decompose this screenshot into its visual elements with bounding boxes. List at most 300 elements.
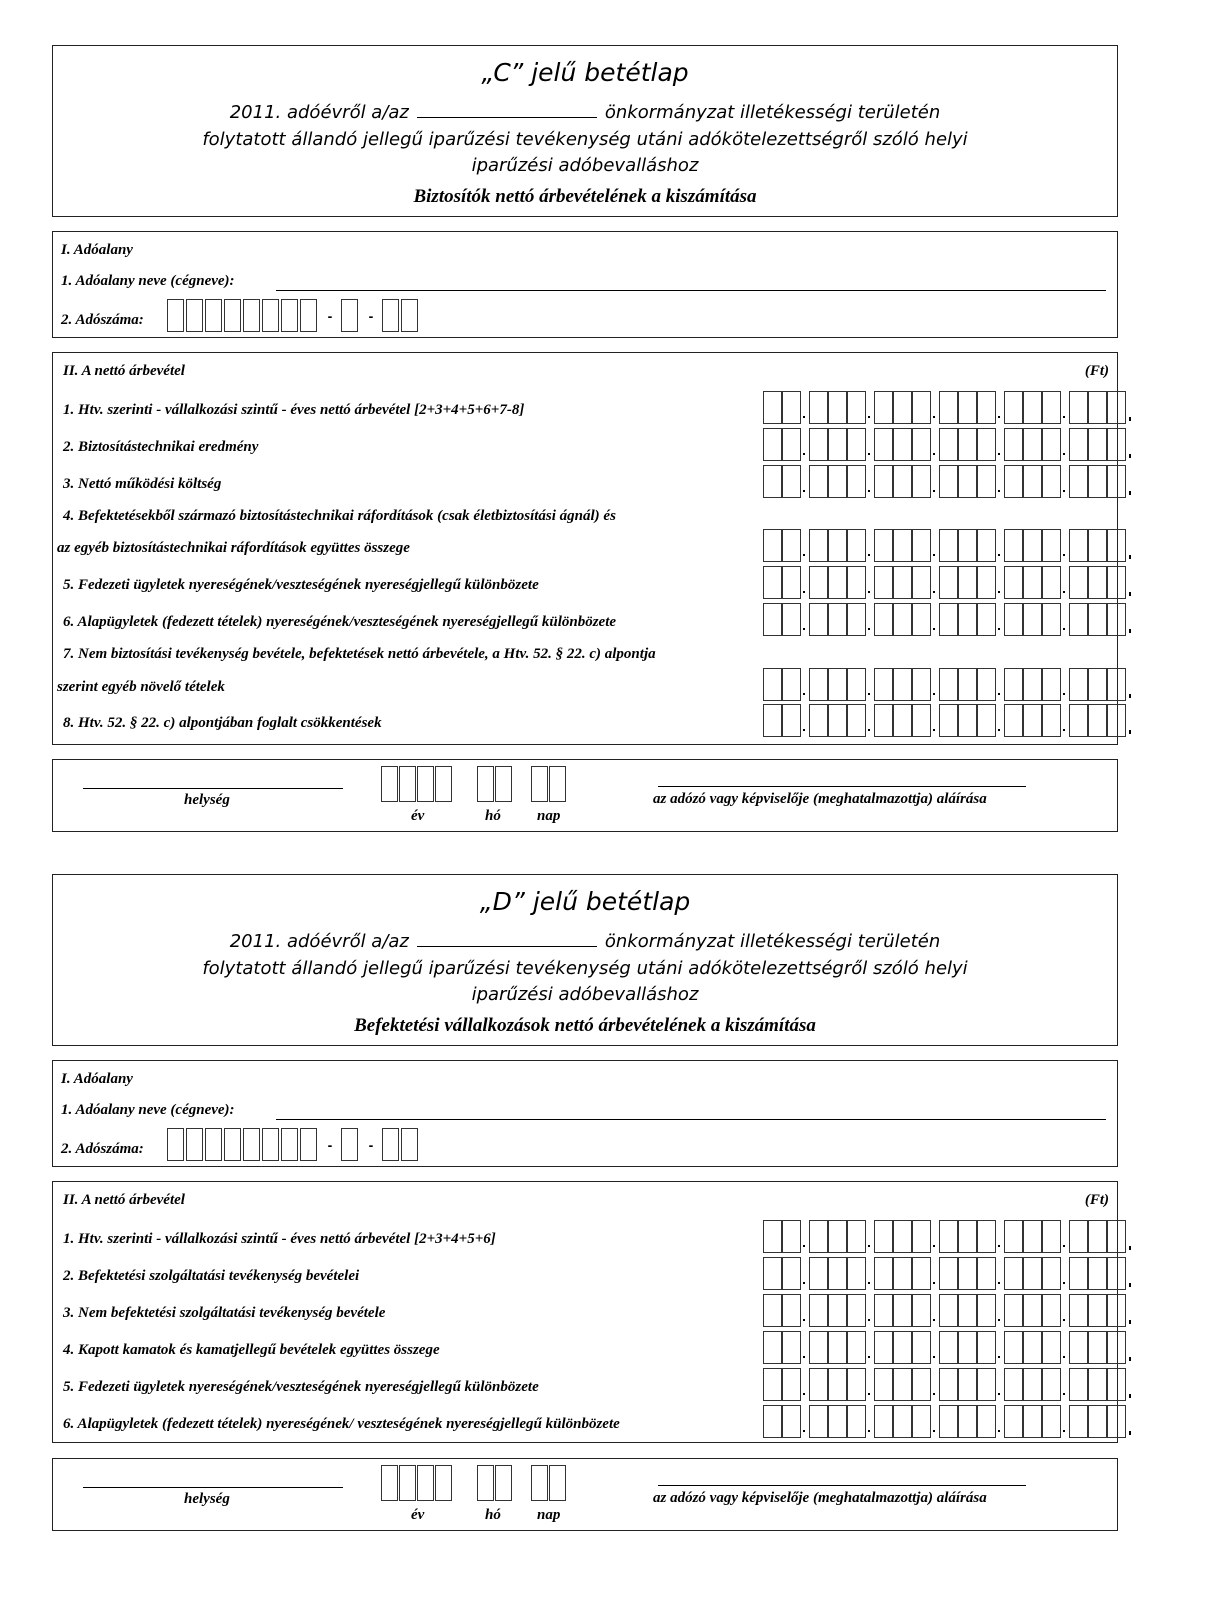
digit-cell[interactable] <box>977 668 996 701</box>
digit-cell[interactable] <box>847 465 866 498</box>
digit-cell[interactable] <box>893 1331 912 1364</box>
digit-cell[interactable] <box>874 1405 893 1438</box>
digit-cell[interactable] <box>1004 1331 1023 1364</box>
digit-cell[interactable] <box>958 566 977 599</box>
digit-cell[interactable] <box>1088 603 1107 636</box>
digit-cell[interactable] <box>939 1257 958 1290</box>
digit-cell[interactable] <box>1023 1405 1042 1438</box>
tax-number-field[interactable]: - - <box>167 299 420 332</box>
digit-cell[interactable] <box>874 428 893 461</box>
digit-cell[interactable] <box>958 603 977 636</box>
digit-cell[interactable] <box>977 1220 996 1253</box>
digit-cell[interactable] <box>1088 704 1107 737</box>
digit-cell[interactable] <box>1107 668 1126 701</box>
digit-cell[interactable] <box>1042 428 1061 461</box>
thousands-separator <box>801 1331 809 1364</box>
decimal-comma <box>1126 1220 1134 1253</box>
digit-cell[interactable] <box>1107 1257 1126 1290</box>
digit-cell[interactable] <box>1107 391 1126 424</box>
digit-cell[interactable] <box>809 1405 828 1438</box>
thousands-separator <box>866 1405 874 1438</box>
digit-cell[interactable] <box>1004 529 1023 562</box>
place-line[interactable] <box>83 788 343 789</box>
digit-cell[interactable] <box>874 1220 893 1253</box>
digit-cell[interactable] <box>1069 465 1088 498</box>
digit-cell[interactable] <box>1107 603 1126 636</box>
digit-cell[interactable] <box>1004 1220 1023 1253</box>
thousands-separator <box>996 1257 1004 1290</box>
digit-cell[interactable] <box>939 704 958 737</box>
digit-cell[interactable] <box>1004 391 1023 424</box>
digit-cell[interactable] <box>893 566 912 599</box>
month-field[interactable] <box>477 766 513 802</box>
year-field[interactable] <box>381 1465 453 1501</box>
thousands-separator <box>866 465 874 498</box>
digit-cell[interactable] <box>893 391 912 424</box>
digit-cell[interactable] <box>1023 1257 1042 1290</box>
digit-cell[interactable] <box>828 603 847 636</box>
digit-cell[interactable] <box>1069 428 1088 461</box>
digit-cell[interactable] <box>763 465 782 498</box>
digit-cell[interactable] <box>1107 428 1126 461</box>
digit-cell[interactable] <box>1042 1405 1061 1438</box>
digit-cell[interactable] <box>828 1368 847 1401</box>
digit-cell[interactable] <box>847 391 866 424</box>
digit-cell[interactable] <box>1107 1294 1126 1327</box>
digit-cell[interactable] <box>1107 704 1126 737</box>
digit-cell[interactable] <box>1042 1220 1061 1253</box>
digit-cell[interactable] <box>1023 603 1042 636</box>
digit-cell[interactable] <box>939 428 958 461</box>
place-line[interactable] <box>83 1487 343 1488</box>
amount-field[interactable] <box>763 566 1134 599</box>
digit-cell[interactable] <box>828 704 847 737</box>
digit-cell[interactable] <box>809 529 828 562</box>
digit-cell[interactable] <box>828 566 847 599</box>
digit-cell[interactable] <box>1023 1368 1042 1401</box>
thousands-separator <box>801 603 809 636</box>
digit-cell[interactable] <box>958 465 977 498</box>
day-label: nap <box>537 808 561 824</box>
digit-cell[interactable] <box>958 1257 977 1290</box>
digit-cell[interactable] <box>874 603 893 636</box>
digit-cell[interactable] <box>809 704 828 737</box>
digit-cell[interactable] <box>958 1368 977 1401</box>
digit-cell[interactable] <box>1069 1294 1088 1327</box>
digit-cell[interactable] <box>912 1220 931 1253</box>
digit-cell[interactable] <box>1042 566 1061 599</box>
digit-cell[interactable] <box>1042 603 1061 636</box>
digit-cell[interactable] <box>958 668 977 701</box>
decimal-comma <box>1126 603 1134 636</box>
digit-cell[interactable] <box>1023 668 1042 701</box>
digit-cell[interactable] <box>828 1220 847 1253</box>
digit-cell[interactable] <box>847 704 866 737</box>
digit-cell[interactable] <box>1069 1257 1088 1290</box>
digit-cell[interactable] <box>763 1405 782 1438</box>
digit-cell[interactable] <box>763 704 782 737</box>
digit-cell[interactable] <box>893 529 912 562</box>
digit-cell[interactable] <box>958 1331 977 1364</box>
signature-line[interactable] <box>658 786 1026 787</box>
name-field[interactable] <box>276 1119 1106 1120</box>
digit-cell[interactable] <box>912 668 931 701</box>
digit-cell[interactable] <box>828 1331 847 1364</box>
digit-cell[interactable] <box>939 465 958 498</box>
digit-cell[interactable] <box>763 1368 782 1401</box>
digit-cell[interactable] <box>1107 465 1126 498</box>
digit-cell[interactable] <box>828 668 847 701</box>
digit-cell[interactable] <box>958 1405 977 1438</box>
digit-cell[interactable] <box>1042 1368 1061 1401</box>
digit-cell[interactable] <box>1004 1405 1023 1438</box>
digit-cell[interactable] <box>874 1368 893 1401</box>
day-field[interactable] <box>531 766 567 802</box>
digit-cell[interactable] <box>1042 465 1061 498</box>
digit-cell[interactable] <box>912 529 931 562</box>
digit-cell[interactable] <box>1069 1405 1088 1438</box>
signature-line[interactable] <box>658 1485 1026 1486</box>
digit-cell[interactable] <box>1023 428 1042 461</box>
digit-cell[interactable] <box>809 668 828 701</box>
thousands-separator <box>866 704 874 737</box>
digit-cell[interactable] <box>977 704 996 737</box>
digit-cell[interactable] <box>1004 465 1023 498</box>
digit-cell[interactable] <box>782 668 801 701</box>
day-field[interactable] <box>531 1465 567 1501</box>
thousands-separator <box>1061 391 1069 424</box>
digit-cell[interactable] <box>1023 465 1042 498</box>
digit-cell[interactable] <box>874 391 893 424</box>
digit-cell[interactable] <box>912 566 931 599</box>
digit-cell[interactable] <box>809 465 828 498</box>
digit-cell[interactable] <box>1042 668 1061 701</box>
digit-cell[interactable] <box>1088 1368 1107 1401</box>
digit-cell[interactable] <box>782 566 801 599</box>
digit-cell[interactable] <box>847 529 866 562</box>
digit-cell[interactable] <box>912 1368 931 1401</box>
amount-field[interactable] <box>763 529 1134 562</box>
digit-cell[interactable] <box>1107 1405 1126 1438</box>
amount-field[interactable] <box>763 603 1134 636</box>
digit-cell[interactable] <box>958 428 977 461</box>
digit-cell[interactable] <box>809 1331 828 1364</box>
digit-cell[interactable] <box>1023 529 1042 562</box>
digit-cell[interactable] <box>912 1405 931 1438</box>
digit-cell[interactable] <box>809 1220 828 1253</box>
digit-cell[interactable] <box>1088 566 1107 599</box>
digit-cell[interactable] <box>874 1257 893 1290</box>
digit-cell[interactable] <box>1088 668 1107 701</box>
intro-line-2: folytatott állandó jellegű iparűzési tevékenység utáni adókötelezettségről szóló helyi <box>202 958 968 979</box>
amount-field[interactable] <box>763 391 1134 424</box>
digit-cell[interactable] <box>828 391 847 424</box>
amount-field[interactable] <box>763 1331 1134 1364</box>
digit-cell[interactable] <box>763 566 782 599</box>
digit-cell[interactable] <box>958 391 977 424</box>
month-field[interactable] <box>477 1465 513 1501</box>
tax-number-field[interactable]: - - <box>167 1128 420 1161</box>
thousands-separator <box>931 668 939 701</box>
digit-cell[interactable] <box>782 704 801 737</box>
digit-cell[interactable] <box>782 1257 801 1290</box>
decimal-comma <box>1126 1405 1134 1438</box>
digit-cell[interactable] <box>782 1220 801 1253</box>
digit-cell[interactable] <box>912 1331 931 1364</box>
digit-cell[interactable] <box>977 391 996 424</box>
digit-cell[interactable] <box>1088 1220 1107 1253</box>
digit-cell[interactable] <box>1107 566 1126 599</box>
digit-cell[interactable] <box>1088 1257 1107 1290</box>
digit-cell[interactable] <box>809 428 828 461</box>
digit-cell[interactable] <box>1023 1220 1042 1253</box>
digit-cell[interactable] <box>847 428 866 461</box>
amount-field[interactable] <box>763 1368 1134 1401</box>
digit-cell[interactable] <box>977 428 996 461</box>
digit-cell[interactable] <box>782 1294 801 1327</box>
digit-cell[interactable] <box>1088 465 1107 498</box>
digit-cell[interactable] <box>958 704 977 737</box>
digit-cell[interactable] <box>1088 1405 1107 1438</box>
digit-cell[interactable] <box>1088 391 1107 424</box>
digit-cell[interactable] <box>1069 1220 1088 1253</box>
digit-cell[interactable] <box>977 1405 996 1438</box>
digit-cell[interactable] <box>763 603 782 636</box>
digit-cell[interactable] <box>977 1294 996 1327</box>
digit-cell[interactable] <box>912 603 931 636</box>
digit-cell[interactable] <box>828 1294 847 1327</box>
digit-cell[interactable] <box>939 1294 958 1327</box>
digit-cell[interactable] <box>1069 566 1088 599</box>
amount-field[interactable] <box>763 1405 1134 1438</box>
digit-cell[interactable] <box>977 1331 996 1364</box>
digit-cell[interactable] <box>1042 1294 1061 1327</box>
digit-cell[interactable] <box>893 428 912 461</box>
digit-cell[interactable] <box>782 1368 801 1401</box>
digit-cell[interactable] <box>847 1220 866 1253</box>
thousands-separator <box>996 428 1004 461</box>
thousands-separator <box>801 704 809 737</box>
digit-cell[interactable] <box>847 1294 866 1327</box>
digit-cell[interactable] <box>1042 529 1061 562</box>
digit-cell[interactable] <box>809 1294 828 1327</box>
digit-cell[interactable] <box>763 668 782 701</box>
digit-cell[interactable] <box>763 1257 782 1290</box>
digit-cell[interactable] <box>809 1257 828 1290</box>
digit-cell[interactable] <box>939 1368 958 1401</box>
digit-cell[interactable] <box>1004 1294 1023 1327</box>
digit-cell[interactable] <box>763 1331 782 1364</box>
digit-cell[interactable] <box>763 391 782 424</box>
digit-cell[interactable] <box>782 529 801 562</box>
digit-cell[interactable] <box>782 1331 801 1364</box>
digit-cell[interactable] <box>1069 1368 1088 1401</box>
digit-cell[interactable] <box>1107 529 1126 562</box>
digit-cell[interactable] <box>1004 668 1023 701</box>
year-field[interactable] <box>381 766 453 802</box>
digit-cell[interactable] <box>874 529 893 562</box>
digit-cell[interactable] <box>893 668 912 701</box>
digit-cell[interactable] <box>1088 1331 1107 1364</box>
digit-cell[interactable] <box>939 1405 958 1438</box>
digit-cell[interactable] <box>847 1405 866 1438</box>
digit-cell[interactable] <box>782 603 801 636</box>
digit-cell[interactable] <box>1088 1294 1107 1327</box>
thousands-separator <box>996 704 1004 737</box>
digit-cell[interactable] <box>809 1368 828 1401</box>
digit-cell[interactable] <box>1004 566 1023 599</box>
digit-cell[interactable] <box>1004 704 1023 737</box>
digit-cell[interactable] <box>874 1331 893 1364</box>
digit-cell[interactable] <box>1088 529 1107 562</box>
digit-cell[interactable] <box>1023 391 1042 424</box>
digit-cell[interactable] <box>939 603 958 636</box>
digit-cell[interactable] <box>939 391 958 424</box>
municipality-field[interactable] <box>417 932 597 947</box>
row-label: 1. Htv. szerinti - vállalkozási szintű - éves nettó árbevétel [2+3+4+5+6+7-8] <box>63 402 525 418</box>
name-label: 1. Adóalany neve (cégneve): <box>61 1102 235 1118</box>
digit-cell[interactable] <box>1042 391 1061 424</box>
municipality-field[interactable] <box>417 103 597 118</box>
thousands-separator <box>996 1220 1004 1253</box>
amount-field[interactable] <box>763 1294 1134 1327</box>
digit-cell[interactable] <box>1069 1331 1088 1364</box>
digit-cell[interactable] <box>939 1220 958 1253</box>
digit-cell[interactable] <box>1069 704 1088 737</box>
amount-field[interactable] <box>763 465 1134 498</box>
thousands-separator <box>801 529 809 562</box>
digit-cell[interactable] <box>1107 1220 1126 1253</box>
digit-cell[interactable] <box>1107 1368 1126 1401</box>
digit-cell[interactable] <box>977 465 996 498</box>
digit-cell[interactable] <box>809 566 828 599</box>
digit-cell[interactable] <box>1004 428 1023 461</box>
digit-cell[interactable] <box>912 391 931 424</box>
digit-cell[interactable] <box>874 704 893 737</box>
digit-cell[interactable] <box>958 1294 977 1327</box>
place-label: helység <box>184 1491 230 1507</box>
digit-cell[interactable] <box>828 428 847 461</box>
digit-cell[interactable] <box>809 603 828 636</box>
thousands-separator <box>931 529 939 562</box>
digit-cell[interactable] <box>1042 1257 1061 1290</box>
form-title: „C” jelű betétlap <box>481 58 689 87</box>
digit-cell[interactable] <box>893 1294 912 1327</box>
digit-cell[interactable] <box>912 428 931 461</box>
digit-cell[interactable] <box>847 566 866 599</box>
digit-cell[interactable] <box>1004 1368 1023 1401</box>
digit-cell[interactable] <box>939 1331 958 1364</box>
digit-cell[interactable] <box>874 465 893 498</box>
digit-cell[interactable] <box>977 1368 996 1401</box>
intro-line-1 <box>53 102 1117 123</box>
digit-cell[interactable] <box>828 465 847 498</box>
digit-cell[interactable] <box>809 391 828 424</box>
digit-cell[interactable] <box>1069 603 1088 636</box>
digit-cell[interactable] <box>1069 668 1088 701</box>
thousands-separator <box>931 391 939 424</box>
digit-cell[interactable] <box>1023 566 1042 599</box>
amount-field[interactable] <box>763 1220 1134 1253</box>
digit-cell[interactable] <box>847 668 866 701</box>
digit-cell[interactable] <box>847 1368 866 1401</box>
digit-cell[interactable] <box>1004 603 1023 636</box>
digit-cell[interactable] <box>782 1405 801 1438</box>
digit-cell[interactable] <box>1107 1331 1126 1364</box>
thousands-separator <box>866 1294 874 1327</box>
digit-cell[interactable] <box>977 1257 996 1290</box>
digit-cell[interactable] <box>893 1257 912 1290</box>
digit-cell[interactable] <box>912 465 931 498</box>
digit-cell[interactable] <box>893 1368 912 1401</box>
digit-cell[interactable] <box>828 1405 847 1438</box>
digit-cell[interactable] <box>1088 428 1107 461</box>
digit-cell[interactable] <box>1023 1294 1042 1327</box>
digit-cell[interactable] <box>893 1405 912 1438</box>
digit-cell[interactable] <box>1023 704 1042 737</box>
amount-field[interactable] <box>763 428 1134 461</box>
digit-cell[interactable] <box>893 704 912 737</box>
digit-cell[interactable] <box>782 428 801 461</box>
digit-cell[interactable] <box>977 603 996 636</box>
digit-cell[interactable] <box>1069 391 1088 424</box>
digit-cell[interactable] <box>828 1257 847 1290</box>
amount-field[interactable] <box>763 1257 1134 1290</box>
digit-cell[interactable] <box>763 529 782 562</box>
digit-cell[interactable] <box>782 465 801 498</box>
thousands-separator <box>996 465 1004 498</box>
digit-cell[interactable] <box>874 566 893 599</box>
digit-cell[interactable] <box>893 465 912 498</box>
digit-cell[interactable] <box>874 1294 893 1327</box>
digit-cell[interactable] <box>939 529 958 562</box>
digit-cell[interactable] <box>763 1294 782 1327</box>
digit-cell[interactable] <box>939 668 958 701</box>
digit-cell[interactable] <box>1023 1331 1042 1364</box>
digit-cell[interactable] <box>763 428 782 461</box>
digit-cell[interactable] <box>1042 1331 1061 1364</box>
digit-cell[interactable] <box>828 529 847 562</box>
digit-cell[interactable] <box>847 603 866 636</box>
digit-cell[interactable] <box>977 566 996 599</box>
digit-cell[interactable] <box>958 529 977 562</box>
digit-cell[interactable] <box>958 1220 977 1253</box>
digit-cell[interactable] <box>847 1257 866 1290</box>
digit-cell[interactable] <box>763 1220 782 1253</box>
digit-cell[interactable] <box>782 391 801 424</box>
thousands-separator <box>866 1331 874 1364</box>
thousands-separator <box>996 1294 1004 1327</box>
digit-cell[interactable] <box>912 704 931 737</box>
digit-cell[interactable] <box>874 668 893 701</box>
digit-cell[interactable] <box>912 1294 931 1327</box>
digit-cell[interactable] <box>893 1220 912 1253</box>
unit-label: (Ft) <box>1084 363 1109 379</box>
thousands-separator <box>996 1368 1004 1401</box>
digit-cell[interactable] <box>847 1331 866 1364</box>
amount-field[interactable] <box>763 668 1134 701</box>
digit-cell[interactable] <box>1069 529 1088 562</box>
digit-cell[interactable] <box>939 566 958 599</box>
digit-cell[interactable] <box>912 1257 931 1290</box>
digit-cell[interactable] <box>893 603 912 636</box>
name-field[interactable] <box>276 290 1106 291</box>
thousands-separator <box>931 1368 939 1401</box>
amount-field[interactable] <box>763 704 1134 737</box>
digit-cell[interactable] <box>977 529 996 562</box>
digit-cell[interactable] <box>1042 704 1061 737</box>
digit-cell[interactable] <box>1004 1257 1023 1290</box>
